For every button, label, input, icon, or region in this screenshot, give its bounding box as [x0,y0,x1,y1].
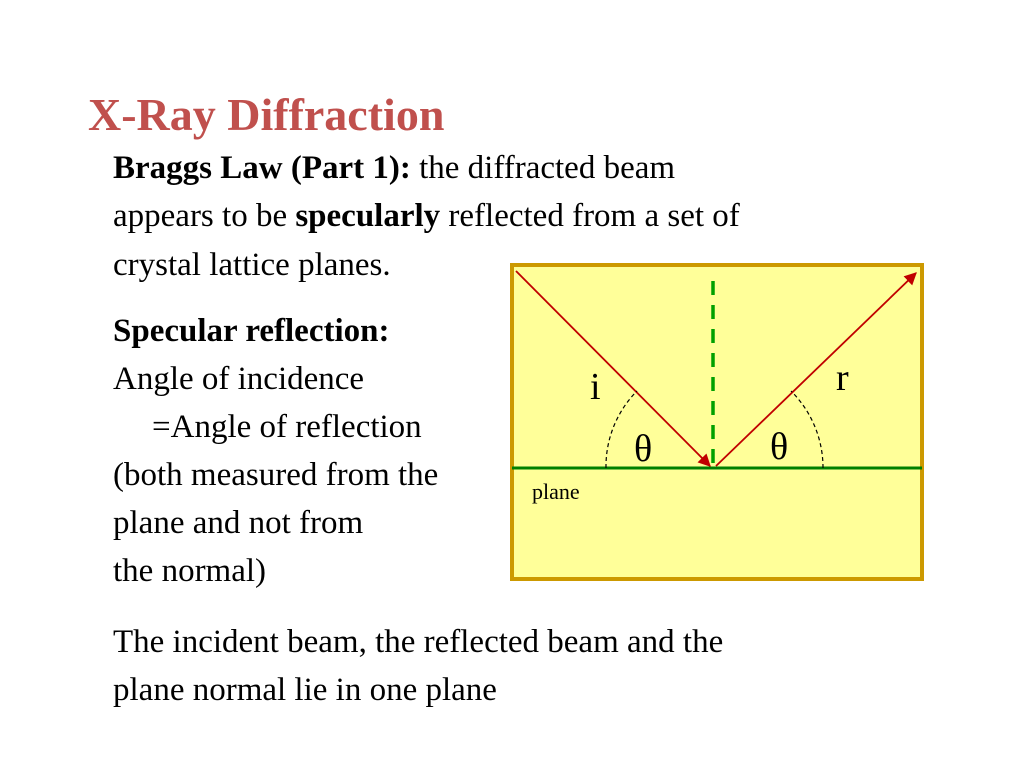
conclusion-line-2: plane normal lie in one plane [113,672,497,708]
theta-right-label: θ [770,426,789,468]
braggs-law-label: Braggs Law (Part 1): [113,150,411,186]
plane-label: plane [532,479,580,504]
conclusion-line-1: The incident beam, the reflected beam and the [113,624,724,660]
incident-label: i [590,366,601,408]
specular-line: =Angle of reflection [152,409,422,445]
reflection-diagram [510,263,924,581]
specular-line: plane and not from [113,505,364,541]
reflected-label: r [836,357,849,399]
intro-line-2-rest: reflected from a set of [440,198,740,234]
specular-line: Angle of incidence [113,361,365,397]
specularly-word: specularly [295,198,441,234]
intro-line-1-text: the diffracted beam [410,150,676,186]
intro-line-1 [113,148,675,188]
diagram-box [512,265,922,579]
intro-line-2-prefix: appears to be [113,198,296,234]
specular-line: (both measured from the [113,457,439,493]
intro-line-2 [113,196,740,236]
specular-heading: Specular reflection: [113,313,390,349]
theta-left-label: θ [634,428,653,470]
intro-line-3: crystal lattice planes. [113,247,391,283]
slide-title: X-Ray Diffraction [88,89,445,140]
specular-line: the normal) [113,553,267,589]
